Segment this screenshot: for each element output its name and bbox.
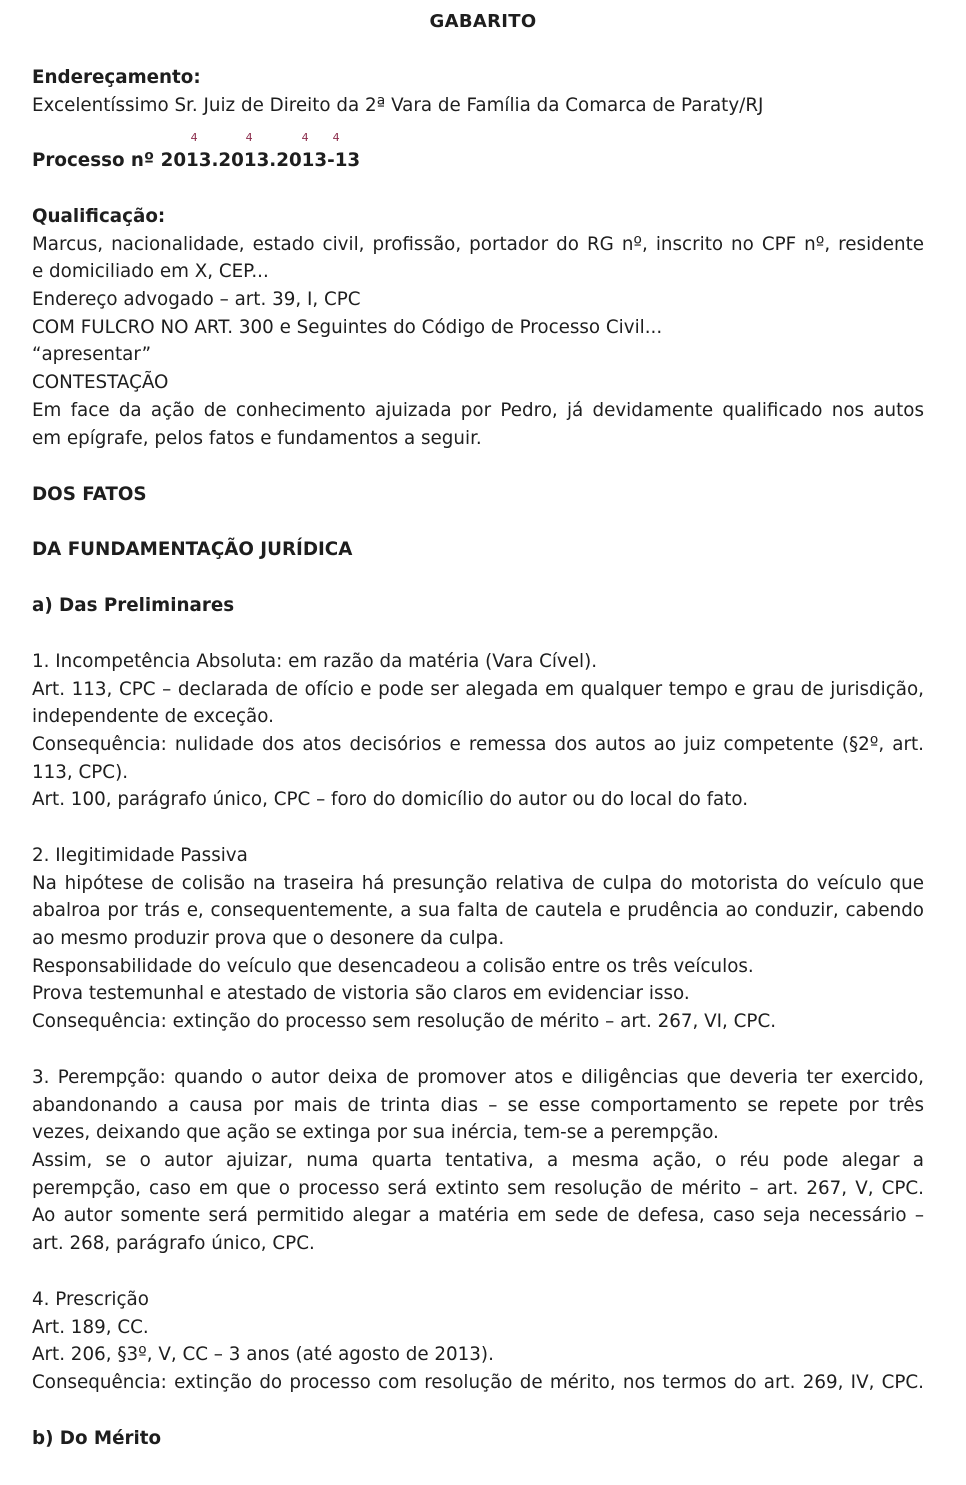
item-2-line: Prova testemunhal e atestado de vistoria são claros em evidenciar isso. [32,983,690,1005]
enderecamento-text: Excelentíssimo Sr. Juiz de Direito da 2ª Vara de Família da Comarca de Paraty/RJ [32,94,764,116]
handwritten-correction-3: 4 [301,131,309,144]
qualificacao-line: CONTESTAÇÃO [32,372,169,394]
processo-number-wrap [160,131,361,175]
processo-label: Processo nº [32,150,161,171]
handwritten-correction-2: 4 [245,131,253,144]
item-3-line: perempção, caso em que o processo será extinto sem resolução de mérito – art. 267, V, CPC. [32,1177,924,1199]
item-2-block [32,842,924,1036]
section-heading: DOS FATOS [32,484,147,505]
qualificacao-line: Marcus, nacionalidade, estado civil, profissão, portador do RG nº, inscrito no CPF nº, residente [32,233,924,255]
item-2-title: 2. Ilegitimidade Passiva [32,845,248,866]
processo-number: 2013.2013.2013-13 [160,150,361,171]
handwritten-correction-4: 4 [332,131,340,144]
item-3-line: vezes, deixando que ação se extinga por sua inércia, tem-se a perempção. [32,1122,719,1144]
item-1-line: independente de exceção. [32,706,274,728]
item-3-line: Ao autor somente será permitido alegar a matéria em sede de defesa, caso seja necessário – [32,1205,924,1227]
enderecamento-heading: Endereçamento: [32,67,201,88]
item-4-line: Consequência: extinção do processo com resolução de mérito, nos termos do art. 269, IV, CPC. [32,1372,924,1394]
item-1-line: 113, CPC). [32,761,129,783]
section-heading: a) Das Preliminares [32,595,235,616]
section-heading: DA FUNDAMENTAÇÃO JURÍDICA [32,539,353,560]
handwritten-correction-1: 4 [190,131,198,144]
section-dos-fatos [32,481,924,509]
item-4-line: Art. 189, CC. [32,1316,149,1338]
item-4-line: Art. 206, §3º, V, CC – 3 anos (até agosto de 2013). [32,1344,494,1366]
item-1-block [32,648,924,814]
enderecamento-block [32,64,924,119]
qualificacao-line: Endereço advogado – art. 39, I, CPC [32,289,361,311]
qualificacao-line: em epígrafe, pelos fatos e fundamentos a seguir. [32,427,482,449]
processo-line [32,131,924,175]
item-1-line: Art. 100, parágrafo único, CPC – foro do domicílio do autor ou do local do fato. [32,789,749,811]
handwritten-corrections [161,131,361,147]
qualificacao-block [32,203,924,452]
qualificacao-line: Em face da ação de conhecimento ajuizada por Pedro, já devidamente qualificado nos autos [32,399,924,421]
qualificacao-heading: Qualificação: [32,206,166,227]
qualificacao-line: “apresentar” [32,344,152,366]
item-2-line: abalroa por trás e, consequentemente, a sua falta de cautela e prudência ao conduzir, cabendo [32,900,924,922]
item-2-line: ao mesmo produzir prova que o desonere da culpa. [32,928,505,950]
section-preliminares [32,592,924,620]
qualificacao-line: e domiciliado em X, CEP... [32,261,269,283]
item-3-title: 3. Perempção: quando o autor deixa de promover atos e diligências que deveria ter exercido, [32,1067,924,1088]
item-3-block [32,1064,924,1258]
item-1-line: Consequência: nulidade dos atos decisórios e remessa dos autos ao juiz competente (§2º, art. [32,734,924,756]
item-2-line: Responsabilidade do veículo que desencadeou a colisão entre os três veículos. [32,955,754,977]
section-fundamentacao [32,536,924,564]
item-1-line: Art. 113, CPC – declarada de ofício e pode ser alegada em qualquer tempo e grau de jurisdição, [32,678,924,700]
item-1-title: 1. Incompetência Absoluta: em razão da matéria (Vara Cível). [32,651,598,672]
item-4-block [32,1286,924,1397]
item-4-title: 4. Prescrição [32,1289,149,1310]
item-2-line: Na hipótese de colisão na traseira há presunção relativa de culpa do motorista do veículo que [32,872,924,894]
item-3-line: art. 268, parágrafo único, CPC. [32,1233,315,1255]
processo-block [32,131,924,175]
item-2-line: Consequência: extinção do processo sem resolução de mérito – art. 267, VI, CPC. [32,1011,777,1033]
section-merito [32,1425,924,1453]
qualificacao-line: COM FULCRO NO ART. 300 e Seguintes do Código de Processo Civil... [32,316,663,338]
item-3-line: Assim, se o autor ajuizar, numa quarta tentativa, a mesma ação, o réu pode alegar a [32,1150,924,1172]
page-title: GABARITO [429,11,537,32]
item-3-line: abandonando a causa por mais de trinta dias – se esse comportamento se repete por três [32,1094,924,1116]
section-heading: b) Do Mérito [32,1428,162,1449]
